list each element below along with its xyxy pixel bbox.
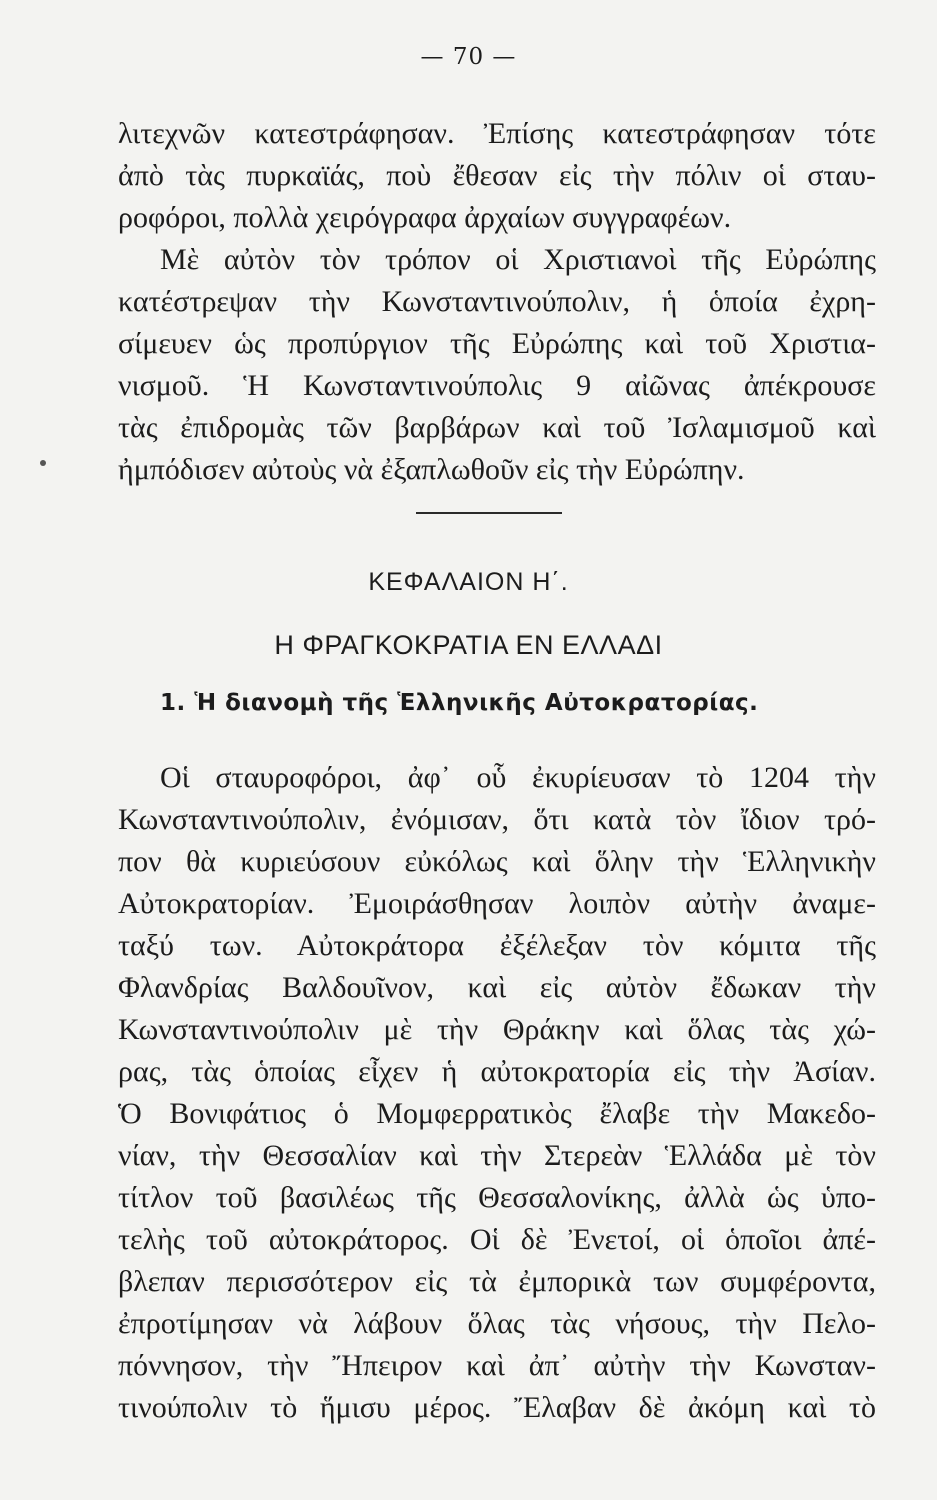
text-line: Κωνσταντινούπολιν μὲ τὴν Θράκην καὶ ὅλας τὰς χώ- — [118, 1013, 876, 1046]
text-line: ρας, τὰς ὁποίας εἶχεν ἡ αὐτοκρατορία εἰς τὴν Ἀσίαν. — [118, 1055, 876, 1088]
text-line: ταξύ των. Αὐτοκράτορα ἐξέλεξαν τὸν κόμιτα τῆς — [118, 929, 876, 962]
text-line: νισμοῦ. Ἡ Κωνσταντινούπολις 9 αἰῶνας ἀπέκρουσε — [118, 369, 876, 402]
chapter-label: ΚΕΦΑΛΑΙΟΝ Η΄. — [368, 568, 569, 596]
page-number: — 70 — — [420, 44, 517, 70]
text-line: πον θὰ κυριεύσουν εὐκόλως καὶ ὅλην τὴν Ἑλληνικὴν — [118, 845, 876, 878]
section-divider — [416, 512, 562, 514]
text-line: ροφόροι, πολλὰ χειρόγραφα ἀρχαίων συγγραφέων. — [118, 201, 732, 234]
text-line: ἠμπόδισεν αὐτοὺς νὰ ἐξαπλωθοῦν εἰς τὴν Εὐρώπην. — [118, 453, 745, 486]
section-heading: 1. Ἡ διανομὴ τῆς Ἑλληνικῆς Αὐτοκρατορίας. — [160, 690, 759, 716]
text-line: Αὐτοκρατορίαν. Ἐμοιράσθησαν λοιπὸν αὐτὴν ἀναμε- — [118, 887, 876, 920]
text-line: ἐπροτίμησαν νὰ λάβουν ὅλας τὰς νήσους, τὴν Πελο- — [118, 1307, 876, 1340]
text-line: Ὁ Βονιφάτιος ὁ Μομφερρατικὸς ἔλαβε τὴν Μακεδο- — [118, 1097, 876, 1130]
text-line: λιτεχνῶν κατεστράφησαν. Ἐπίσης κατεστράφησαν τότε — [118, 117, 876, 150]
text-line: Φλανδρίας Βαλδουῖνον, καὶ εἰς αὐτὸν ἔδωκαν τὴν — [118, 971, 876, 1004]
text-line: κατέστρεψαν τὴν Κωνσταντινούπολιν, ἡ ὁποία ἐχρη- — [118, 285, 876, 318]
text-line: τινούπολιν τὸ ἥμισυ μέρος. Ἔλαβαν δὲ ἀκόμη καὶ τὸ — [118, 1391, 876, 1424]
text-line: Κωνσταντινούπολιν, ἐνόμισαν, ὅτι κατὰ τὸν ἴδιον τρό- — [118, 803, 876, 836]
text-line: τελὴς τοῦ αὐτοκράτορος. Οἱ δὲ Ἐνετοί, οἱ ὁποῖοι ἀπέ- — [118, 1223, 876, 1256]
text-line: τὰς ἐπιδρομὰς τῶν βαρβάρων καὶ τοῦ Ἰσλαμισμοῦ καὶ — [118, 411, 876, 444]
text-line: τίτλον τοῦ βασιλέως τῆς Θεσσαλονίκης, ἀλλὰ ὡς ὑπο- — [118, 1181, 876, 1214]
text-line: σίμευεν ὡς προπύργιον τῆς Εὐρώπης καὶ τοῦ Χριστια- — [118, 327, 876, 360]
text-line: βλεπαν περισσότερον εἰς τὰ ἐμπορικὰ των συμφέροντα, — [118, 1265, 876, 1298]
text-line: νίαν, τὴν Θεσσαλίαν καὶ τὴν Στερεὰν Ἑλλάδα μὲ τὸν — [118, 1139, 876, 1172]
text-line: ἀπὸ τὰς πυρκαϊάς, ποὺ ἔθεσαν εἰς τὴν πόλιν οἱ σταυ- — [118, 159, 876, 192]
text-line: Οἱ σταυροφόροι, ἀφ᾽ οὗ ἐκυρίευσαν τὸ 1204 τὴν — [160, 761, 876, 794]
text-line: Μὲ αὐτὸν τὸν τρόπον οἱ Χριστιανοὶ τῆς Εὐρώπης — [160, 243, 876, 276]
chapter-title: Η ΦΡΑΓΚΟΚΡΑΤΙΑ ΕΝ ΕΛΛΑΔΙ — [274, 630, 663, 660]
margin-dot — [40, 460, 46, 466]
text-line: πόννησον, τὴν Ἤπειρον καὶ ἀπ᾽ αὐτὴν τὴν Κωνσταν- — [118, 1349, 876, 1382]
